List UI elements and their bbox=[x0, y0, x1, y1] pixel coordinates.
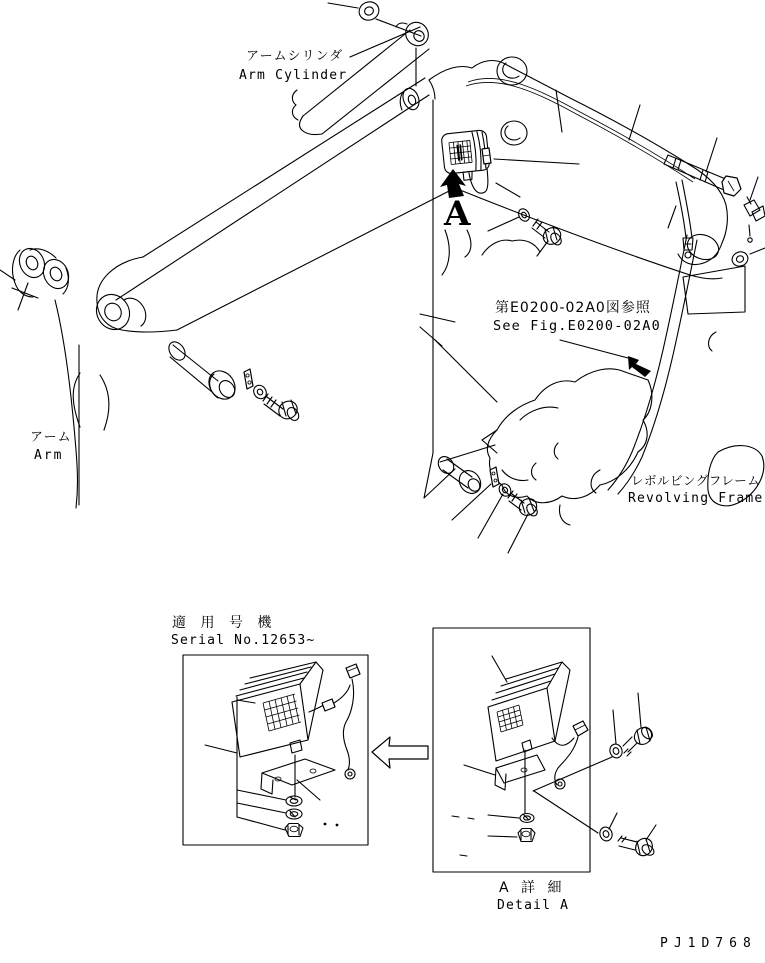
work-lamp-main bbox=[440, 130, 579, 256]
direction-arrow bbox=[372, 737, 428, 768]
lamp-grid bbox=[449, 140, 472, 164]
lamp-grid bbox=[263, 694, 301, 731]
lamp-grid bbox=[497, 705, 523, 732]
arm-label-jp: アーム bbox=[30, 430, 72, 445]
arm-pin-assembly bbox=[166, 339, 302, 423]
detail-box-left bbox=[183, 655, 368, 845]
serial-header-en: Serial No.12653~ bbox=[171, 633, 316, 648]
arm-label-en: Arm bbox=[34, 448, 64, 463]
see-fig-label-jp: 第E0200-02A0図参照 bbox=[495, 300, 651, 316]
detail-a-caption-en: Detail A bbox=[497, 898, 570, 913]
arm-cylinder-label-jp: アームシリンダ bbox=[246, 49, 344, 64]
see-fig-label-en: See Fig.E0200-02A0 bbox=[493, 318, 661, 334]
boom-drawing bbox=[429, 57, 727, 279]
arm-cylinder-label-en: Arm Cylinder bbox=[239, 68, 348, 83]
detail-a-caption-jp: A 詳 細 bbox=[499, 880, 566, 896]
drawing-code: PJ1D768 bbox=[660, 936, 757, 951]
detail-box-right bbox=[433, 628, 590, 872]
revolving-frame-label-jp: レボルビングフレーム bbox=[631, 473, 761, 488]
serial-header-jp: 適 用 号 機 bbox=[172, 615, 277, 631]
view-marker-a: A bbox=[444, 194, 471, 234]
fittings-top-right bbox=[664, 138, 765, 268]
revolving-frame-label-en: Revolving Frame bbox=[628, 491, 764, 506]
